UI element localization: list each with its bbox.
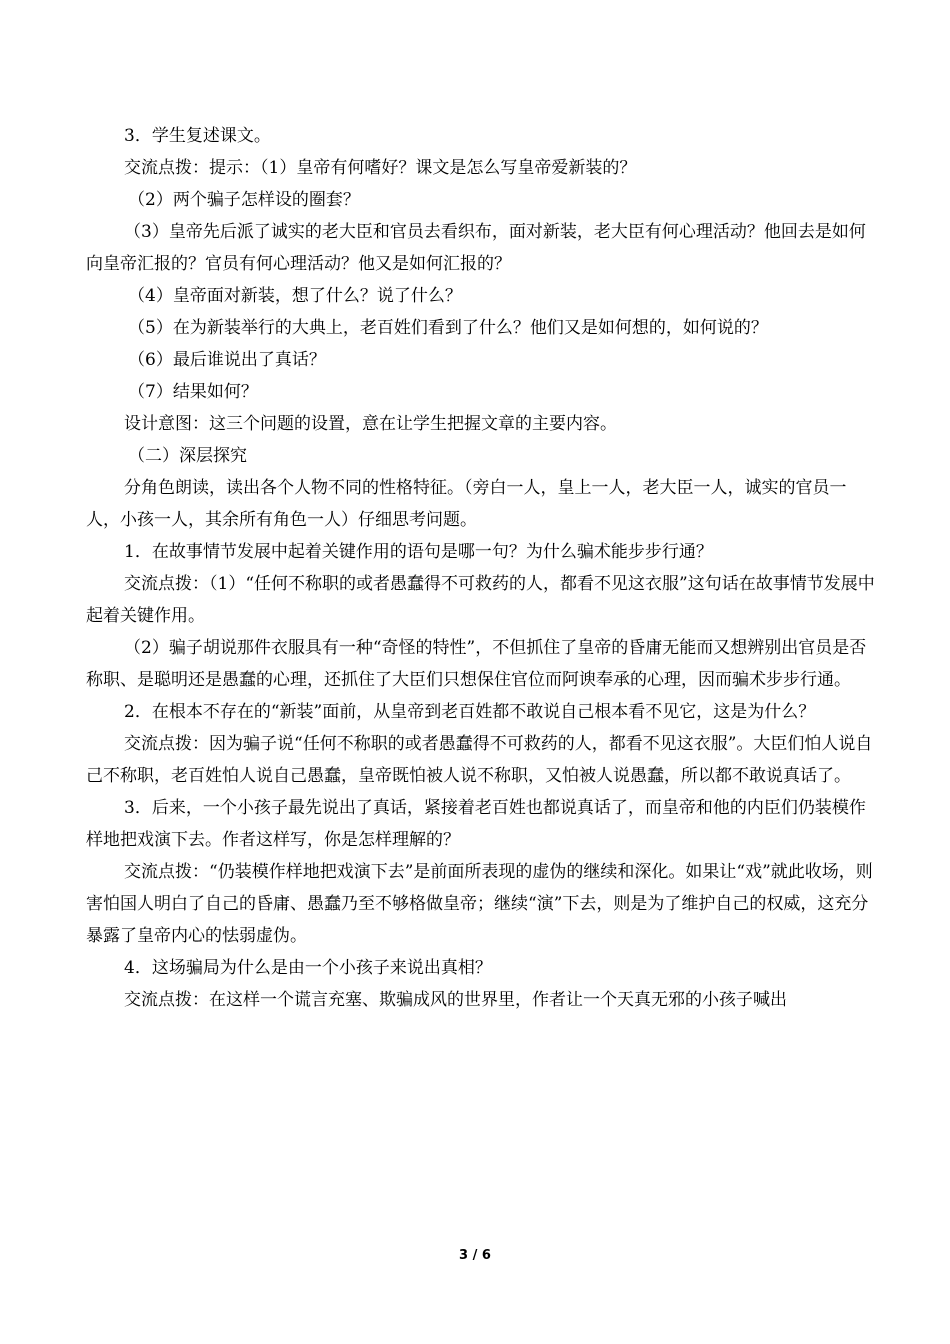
paragraph: 3．后来，一个小孩子最先说出了真话，紧接着老百姓也都说真话了，而皇帝和他的内臣们仍装模作样地把戏演下去。作者这样写，你是怎样理解的？	[86, 798, 866, 850]
paragraph: 3．学生复述课文。	[124, 126, 271, 146]
paragraph: 交流点拨：“仍装模作样地把戏演下去”是前面所表现的虚伪的继续和深化。如果让“戏”就此收场，则害怕国人明白了自己的昏庸、愚蠢乃至不够格做皇帝；继续“演”下去，则是为了维护自己的权威，这充分暴露了皇帝内心的怯弱虚伪。	[86, 862, 873, 946]
paragraph: 交流点拨：在这样一个谎言充塞、欺骗成风的世界里，作者让一个天真无邪的小孩子喊出	[124, 990, 787, 1010]
document-body	[86, 120, 876, 1016]
paragraph: （7）结果如何？	[128, 382, 258, 402]
section-heading: （二）深层探究	[128, 446, 247, 466]
paragraph: （6）最后谁说出了真话？	[128, 350, 326, 370]
paragraph: 交流点拨：提示：（1）皇帝有何嗜好？课文是怎么写皇帝爱新装的？	[124, 158, 637, 178]
paragraph: （4）皇帝面对新装，想了什么？说了什么？	[128, 286, 462, 306]
paragraph: 交流点拨：（1）“任何不称职的或者愚蠢得不可救药的人，都看不见这衣服”这句话在故事情节发展中起着关键作用。	[86, 574, 875, 626]
paragraph: 分角色朗读，读出各个人物不同的性格特征。（旁白一人，皇上一人，老大臣一人，诚实的官员一人，小孩一人，其余所有角色一人）仔细思考问题。	[86, 478, 847, 530]
paragraph: 4．这场骗局为什么是由一个小孩子来说出真相？	[124, 958, 492, 978]
paragraph: 交流点拨：因为骗子说“任何不称职的或者愚蠢得不可救药的人，都看不见这衣服”。大臣们怕人说自己不称职，老百姓怕人说自己愚蠢，皇帝既怕被人说不称职，又怕被人说愚蠢，所以都不敢说真话了。	[86, 734, 873, 786]
paragraph: 2．在根本不存在的“新装”面前，从皇帝到老百姓都不敢说自己根本看不见它，这是为什么？	[124, 702, 816, 722]
paragraph: （5）在为新装举行的大典上，老百姓们看到了什么？他们又是如何想的，如何说的？	[128, 318, 768, 338]
paragraph: （2）两个骗子怎样设的圈套？	[128, 190, 360, 210]
paragraph: 设计意图：这三个问题的设置，意在让学生把握文章的主要内容。	[124, 414, 617, 434]
page-number: 3 / 6	[459, 1248, 491, 1263]
paragraph: 1．在故事情节发展中起着关键作用的语句是哪一句？为什么骗术能步步行通？	[124, 542, 713, 562]
paragraph: （2）骗子胡说那件衣服具有一种“奇怪的特性”，不但抓住了皇帝的昏庸无能而又想辨别出官员是否称职、是聪明还是愚蠢的心理，还抓住了大臣们只想保住官位而阿谀奉承的心理，因而骗术步步行通。	[86, 638, 867, 690]
paragraph: （3）皇帝先后派了诚实的老大臣和官员去看织布，面对新装，老大臣有何心理活动？他回去是如何向皇帝汇报的？官员有何心理活动？他又是如何汇报的？	[86, 222, 866, 274]
